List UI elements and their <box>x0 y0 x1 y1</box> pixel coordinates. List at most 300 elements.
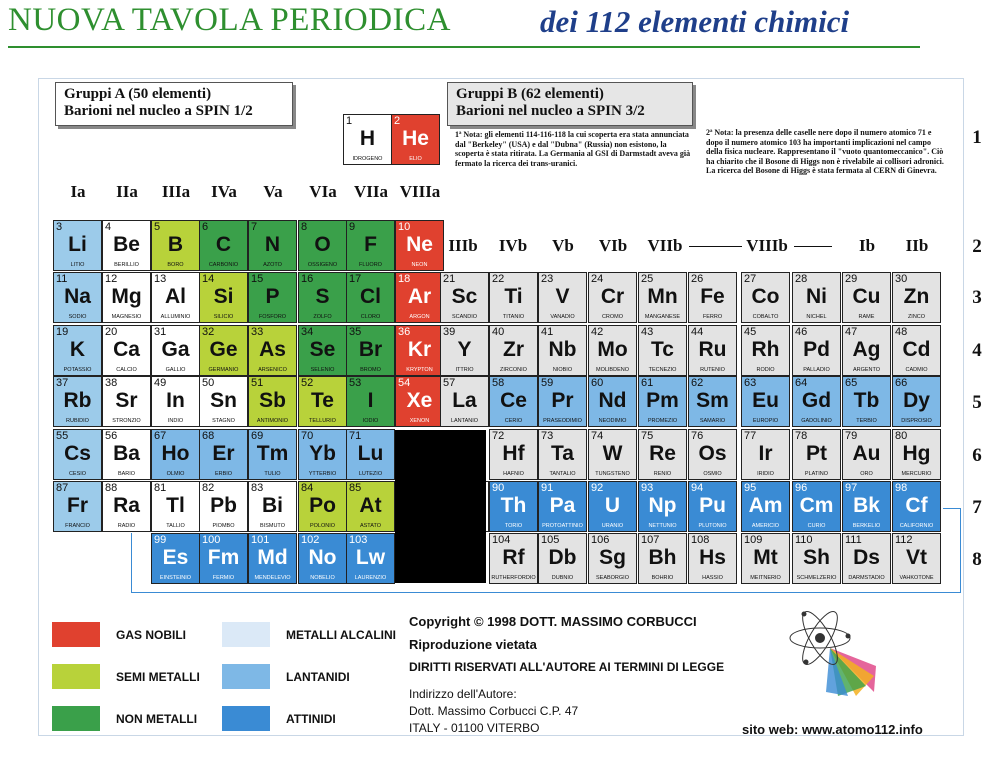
element-name: RUTHERFORDIO <box>491 575 536 581</box>
element-name: IDROGENO <box>352 156 383 162</box>
element-cell-cd <box>892 325 941 376</box>
element-symbol: Md <box>257 546 288 569</box>
group-label-via: VIa <box>309 182 337 201</box>
atomic-number: 28 <box>795 273 808 285</box>
legend-label: LANTANIDI <box>286 670 350 684</box>
element-symbol: Cs <box>64 442 91 465</box>
element-name: SILICIO <box>213 314 234 320</box>
atomic-number: 58 <box>492 377 505 389</box>
element-symbol: C <box>215 233 232 256</box>
atomic-number: 72 <box>492 430 505 442</box>
element-symbol: Ca <box>113 338 140 361</box>
atomic-number: 88 <box>105 482 118 494</box>
element-name: ORO <box>860 471 873 477</box>
element-name: FOSFORO <box>258 314 287 320</box>
element-cell-ne <box>395 220 444 271</box>
element-symbol: Es <box>162 546 189 569</box>
element-name: AZOTO <box>263 262 282 268</box>
element-symbol: Si <box>213 285 234 308</box>
element-symbol: Sr <box>115 389 138 412</box>
element-name: CARBONIO <box>208 262 239 268</box>
element-name: DUBNIO <box>551 575 574 581</box>
element-cell-pr <box>538 376 587 427</box>
atomic-number: 95 <box>744 482 757 494</box>
atomic-number: 36 <box>398 326 411 338</box>
element-cell-am <box>741 481 790 532</box>
element-cell-cu <box>842 272 891 323</box>
element-symbol: Ga <box>161 338 190 361</box>
author-address-label: Indirizzo dell'Autore: <box>409 687 517 701</box>
atomic-number: 47 <box>845 326 858 338</box>
element-name: RENIO <box>653 471 672 477</box>
element-name: INDIO <box>167 418 184 424</box>
element-name: LANTANIO <box>450 418 479 424</box>
atomic-number: 7 <box>251 221 258 233</box>
element-name: COBALTO <box>752 314 779 320</box>
element-name: EUROPIO <box>752 418 779 424</box>
atomic-number: 11 <box>56 273 68 285</box>
element-symbol: Sc <box>451 285 478 308</box>
element-symbol: Gd <box>801 389 832 412</box>
element-name: BISMUTO <box>260 523 285 529</box>
element-symbol: Cl <box>360 285 381 308</box>
atomic-number: 49 <box>154 377 167 389</box>
element-symbol: Np <box>648 494 677 517</box>
page-subtitle: dei 112 elementi chimici <box>540 4 850 39</box>
element-cell-k <box>53 325 102 376</box>
legend-swatch <box>222 622 270 647</box>
element-name: POLONIO <box>309 523 336 529</box>
element-name: XENON <box>409 418 430 424</box>
element-name: PRASEODIMIO <box>543 418 582 424</box>
atomic-number: 104 <box>492 534 511 546</box>
element-symbol: Vt <box>906 546 927 569</box>
element-cell-re <box>638 429 687 480</box>
atomic-number: 101 <box>251 534 270 546</box>
atomic-number: 82 <box>202 482 215 494</box>
element-symbol: Po <box>309 494 336 517</box>
atomic-number: 27 <box>744 273 757 285</box>
element-symbol: Ni <box>806 285 827 308</box>
element-symbol: Lw <box>355 546 386 569</box>
element-name: HASSIO <box>702 575 723 581</box>
atomic-number: 68 <box>202 430 215 442</box>
atomic-number: 54 <box>398 377 411 389</box>
group-bracket-right <box>794 246 832 247</box>
element-name: CROMO <box>601 314 624 320</box>
website-link[interactable]: sito web: www.atomo112.info <box>742 722 923 737</box>
element-cell-nb <box>538 325 587 376</box>
element-name: TERBIO <box>856 418 877 424</box>
atomic-number: 53 <box>349 377 362 389</box>
element-name: NEON <box>411 262 428 268</box>
element-symbol: Er <box>212 442 235 465</box>
group-label-viiia: VIIIa <box>399 182 441 201</box>
element-cell-at <box>346 481 395 532</box>
element-name: MAGNESIO <box>111 314 142 320</box>
element-symbol: I <box>367 389 374 412</box>
element-symbol: Pd <box>803 338 830 361</box>
atomic-number: 97 <box>845 482 858 494</box>
element-name: NEODIMIO <box>598 418 627 424</box>
element-name: TUNGSTENO <box>595 471 630 477</box>
element-symbol: Rh <box>751 338 780 361</box>
atomic-number: 1 <box>346 115 353 127</box>
atomic-number: 19 <box>56 326 69 338</box>
atomic-number: 33 <box>251 326 264 338</box>
element-cell-mn <box>638 272 687 323</box>
atomic-number: 81 <box>154 482 167 494</box>
element-cell-ag <box>842 325 891 376</box>
element-name: PROMEZIO <box>647 418 678 424</box>
element-symbol: Bi <box>262 494 283 517</box>
copyright-reproduction: Riproduzione vietata <box>409 637 537 652</box>
element-name: RODIO <box>756 367 775 373</box>
element-symbol: Bk <box>853 494 880 517</box>
actinide-connector-bottom <box>131 592 961 593</box>
element-symbol: Db <box>548 546 577 569</box>
element-cell-ti <box>489 272 538 323</box>
element-name: ELIO <box>409 156 422 162</box>
element-symbol: Pt <box>806 442 827 465</box>
element-symbol: Re <box>649 442 676 465</box>
element-symbol: Rf <box>502 546 525 569</box>
element-cell-o <box>298 220 347 271</box>
element-name: TECNEZIO <box>648 367 677 373</box>
element-name: LITIO <box>70 262 85 268</box>
atomic-number: 30 <box>895 273 908 285</box>
atomic-number: 42 <box>591 326 604 338</box>
atomic-number: 52 <box>301 377 314 389</box>
element-symbol: As <box>259 338 286 361</box>
element-cell-zn <box>892 272 941 323</box>
element-symbol: Tb <box>853 389 880 412</box>
legend-swatch <box>222 664 270 689</box>
black-vacuum-block-2 <box>395 533 486 583</box>
atomic-number: 57 <box>443 377 456 389</box>
element-name: HAFNIO <box>503 471 524 477</box>
element-symbol: Na <box>64 285 91 308</box>
element-symbol: Ar <box>407 285 432 308</box>
atomic-number: 103 <box>349 534 368 546</box>
element-cell-tl <box>151 481 200 532</box>
element-symbol: O <box>314 233 331 256</box>
element-name: PIOMBO <box>212 523 235 529</box>
element-symbol: Kr <box>407 338 432 361</box>
element-cell-al <box>151 272 200 323</box>
element-name: ARGON <box>409 314 430 320</box>
element-cell-cm <box>792 481 841 532</box>
element-name: IRIDIO <box>757 471 774 477</box>
atomic-number: 112 <box>895 534 913 546</box>
group-b-title: Gruppi B (62 elementi) <box>456 86 604 102</box>
element-symbol: W <box>602 442 623 465</box>
group-label-ib: Ib <box>858 236 876 255</box>
element-cell-bh <box>638 533 687 584</box>
atomic-number: 61 <box>641 377 654 389</box>
atomic-number: 37 <box>56 377 69 389</box>
element-name: NICHEL <box>806 314 827 320</box>
atomic-number: 23 <box>541 273 554 285</box>
period-label-5: 5 <box>972 392 982 413</box>
element-symbol: S <box>315 285 330 308</box>
element-symbol: La <box>452 389 477 412</box>
atomic-number: 40 <box>492 326 505 338</box>
element-symbol: Al <box>165 285 186 308</box>
element-symbol: Be <box>113 233 140 256</box>
element-cell-f <box>346 220 395 271</box>
group-label-va: Va <box>263 182 283 201</box>
legend-label: SEMI METALLI <box>116 670 200 684</box>
atomic-number: 16 <box>301 273 314 285</box>
element-name: SCHMELZERIO <box>796 575 837 581</box>
atomic-number: 76 <box>691 430 704 442</box>
element-symbol: V <box>555 285 570 308</box>
element-cell-ar <box>395 272 444 323</box>
atomic-number: 9 <box>349 221 356 233</box>
period-label-6: 6 <box>972 445 982 466</box>
element-symbol: Xe <box>406 389 433 412</box>
atomic-number: 111 <box>845 534 862 546</box>
element-symbol: Pa <box>549 494 576 517</box>
element-cell-db <box>538 533 587 584</box>
element-symbol: N <box>264 233 281 256</box>
element-cell-ba <box>102 429 151 480</box>
element-name: ARSENICO <box>258 367 287 373</box>
element-cell-i <box>346 376 395 427</box>
element-symbol: Ne <box>406 233 433 256</box>
element-cell-hf <box>489 429 538 480</box>
element-name: PALLADIO <box>803 367 830 373</box>
element-symbol: Cr <box>600 285 625 308</box>
element-symbol: Mn <box>647 285 678 308</box>
element-cell-li <box>53 220 102 271</box>
element-symbol: No <box>308 546 337 569</box>
element-name: CALIFORNIO <box>899 523 934 529</box>
element-symbol: Tl <box>166 494 185 517</box>
atomic-number: 46 <box>795 326 808 338</box>
element-cell-mt <box>741 533 790 584</box>
element-cell-sc <box>440 272 489 323</box>
atomic-number: 77 <box>744 430 757 442</box>
element-name: POTASSIO <box>63 367 92 373</box>
element-name: BERILLIO <box>114 262 139 268</box>
group-label-vib: VIb <box>598 236 628 255</box>
atomic-number: 12 <box>105 273 118 285</box>
element-symbol: Y <box>457 338 472 361</box>
atomic-number: 80 <box>895 430 908 442</box>
atomic-number: 44 <box>691 326 704 338</box>
element-symbol: Mt <box>753 546 778 569</box>
element-cell-vt <box>892 533 941 584</box>
atomic-number: 66 <box>895 377 908 389</box>
atomic-number: 32 <box>202 326 215 338</box>
element-name: SAMARIO <box>699 418 726 424</box>
element-symbol: Sn <box>210 389 237 412</box>
element-symbol: Te <box>311 389 334 412</box>
element-name: FRANCIO <box>65 523 90 529</box>
element-symbol: Au <box>852 442 881 465</box>
element-name: STRONZIO <box>112 418 141 424</box>
element-cell-eu <box>741 376 790 427</box>
element-cell-bi <box>248 481 297 532</box>
element-cell-in <box>151 376 200 427</box>
atomic-number: 107 <box>641 534 660 546</box>
element-symbol: Mg <box>111 285 142 308</box>
element-symbol: Bh <box>648 546 677 569</box>
element-symbol: U <box>604 494 621 517</box>
atomic-number: 100 <box>202 534 221 546</box>
element-name: LAURENZIO <box>354 575 387 581</box>
atomic-number: 110 <box>795 534 813 546</box>
element-name: OSSIGENO <box>307 262 338 268</box>
legend-label: GAS NOBILI <box>116 628 187 642</box>
atomic-number: 75 <box>641 430 654 442</box>
legend-label: ATTINIDI <box>286 712 336 726</box>
element-name: STAGNO <box>212 418 235 424</box>
element-name: KRYPTON <box>406 367 433 373</box>
element-name: ZOLFO <box>313 314 332 320</box>
atomic-number: 70 <box>301 430 314 442</box>
element-cell-mg <box>102 272 151 323</box>
element-cell-es <box>151 533 200 584</box>
element-cell-ru <box>688 325 737 376</box>
element-name: RADIO <box>117 523 136 529</box>
element-symbol: Eu <box>752 389 779 412</box>
element-name: BARIO <box>117 471 136 477</box>
element-name: NIOBIO <box>552 367 573 373</box>
element-name: GADOLINIO <box>801 418 832 424</box>
element-cell-tc <box>638 325 687 376</box>
element-symbol: Hf <box>502 442 525 465</box>
element-cell-ga <box>151 325 200 376</box>
atomic-number: 69 <box>251 430 264 442</box>
element-cell-ta <box>538 429 587 480</box>
element-symbol: Ag <box>852 338 881 361</box>
element-symbol: Hg <box>902 442 931 465</box>
element-name: MEITNERIO <box>750 575 781 581</box>
atomic-number: 91 <box>541 482 554 494</box>
element-name: VAHKOTONE <box>899 575 934 581</box>
element-name: DISPROSIO <box>901 418 932 424</box>
period-label-4: 4 <box>972 340 982 361</box>
element-name: GERMANIO <box>208 367 239 373</box>
element-name: RUTENIO <box>700 367 725 373</box>
element-symbol: In <box>166 389 185 412</box>
group-label-viiib: VIIIb <box>746 236 788 255</box>
element-cell-la <box>440 376 489 427</box>
element-cell-pu <box>688 481 737 532</box>
element-symbol: Pm <box>646 389 679 412</box>
group-label-viia: VIIa <box>353 182 388 201</box>
element-symbol: P <box>265 285 280 308</box>
element-name: RAME <box>858 314 875 320</box>
atomic-number: 96 <box>795 482 808 494</box>
actinide-connector-right <box>960 508 961 593</box>
element-name: BORO <box>167 262 184 268</box>
element-symbol: Mo <box>597 338 628 361</box>
group-bracket-left <box>689 246 742 247</box>
atomic-number: 105 <box>541 534 560 546</box>
element-name: CERIO <box>504 418 523 424</box>
element-name: ZINCO <box>907 314 926 320</box>
atomic-number: 2 <box>394 115 401 127</box>
element-name: PROTOATTINIO <box>542 523 583 529</box>
group-label-iva: IVa <box>211 182 237 201</box>
atomic-number: 109 <box>744 534 763 546</box>
element-cell-np <box>638 481 687 532</box>
element-name: ARGENTO <box>852 367 881 373</box>
period-label-3: 3 <box>972 287 982 308</box>
element-cell-tb <box>842 376 891 427</box>
copyright-line: Copyright © 1998 DOTT. MASSIMO CORBUCCI <box>409 614 697 629</box>
period-label-8: 8 <box>972 549 982 570</box>
note-1: 1ª Nota: gli elementi 114-116-118 la cui scoperta era stata annunciata dal "Berkeley" (USA) e dal "Dubna" (Russia) non esistono, la scoperta è stata ritirata. La Germania al GSI di Darmstadt aveva già fermato la ricerca dei trans-uranici. <box>455 130 691 168</box>
element-cell-be <box>102 220 151 271</box>
element-name: GALLIO <box>165 367 186 373</box>
element-symbol: Br <box>358 338 383 361</box>
element-symbol: Zr <box>503 338 524 361</box>
element-symbol: Hs <box>699 546 726 569</box>
element-name: NOBELIO <box>310 575 335 581</box>
element-name: EINSTEINIO <box>159 575 192 581</box>
group-label-vb: Vb <box>552 236 574 255</box>
element-cell-md <box>248 533 297 584</box>
element-symbol: Ce <box>500 389 527 412</box>
element-name: FLUORO <box>359 262 382 268</box>
element-name: TALLIO <box>166 523 185 529</box>
element-cell-ca <box>102 325 151 376</box>
element-cell-po <box>298 481 347 532</box>
element-name: TITANIO <box>502 314 525 320</box>
element-cell-kr <box>395 325 444 376</box>
element-symbol: Li <box>68 233 87 256</box>
element-name: MENDELEVIO <box>254 575 291 581</box>
atomic-number: 5 <box>154 221 161 233</box>
atomic-number: 108 <box>691 534 710 546</box>
title-underline <box>8 46 920 48</box>
atomic-number: 6 <box>202 221 209 233</box>
legend-swatch <box>52 622 100 647</box>
atomic-number: 99 <box>154 534 167 546</box>
atomic-number: 24 <box>591 273 604 285</box>
element-symbol: Ds <box>853 546 880 569</box>
element-symbol: Se <box>309 338 336 361</box>
element-symbol: Ba <box>113 442 140 465</box>
element-symbol: Fm <box>207 546 240 569</box>
element-cell-dy <box>892 376 941 427</box>
element-cell-mo <box>588 325 637 376</box>
atomic-number: 84 <box>301 482 314 494</box>
element-name: IODIO <box>362 418 379 424</box>
atomic-number: 79 <box>845 430 858 442</box>
element-cell-cf <box>892 481 941 532</box>
element-cell-s <box>298 272 347 323</box>
element-cell-sb <box>248 376 297 427</box>
element-cell-y <box>440 325 489 376</box>
author-name: Dott. Massimo Corbucci C.P. 47 <box>409 704 579 718</box>
element-name: YTTERBIO <box>308 471 337 477</box>
element-cell-cr <box>588 272 637 323</box>
element-cell-fe <box>688 272 737 323</box>
element-name: AMERICIO <box>751 523 780 529</box>
element-cell-na <box>53 272 102 323</box>
element-name: BERKELIO <box>852 523 881 529</box>
atomic-number: 90 <box>492 482 505 494</box>
element-cell-lw <box>346 533 395 584</box>
atomic-number: 85 <box>349 482 362 494</box>
element-cell-as <box>248 325 297 376</box>
